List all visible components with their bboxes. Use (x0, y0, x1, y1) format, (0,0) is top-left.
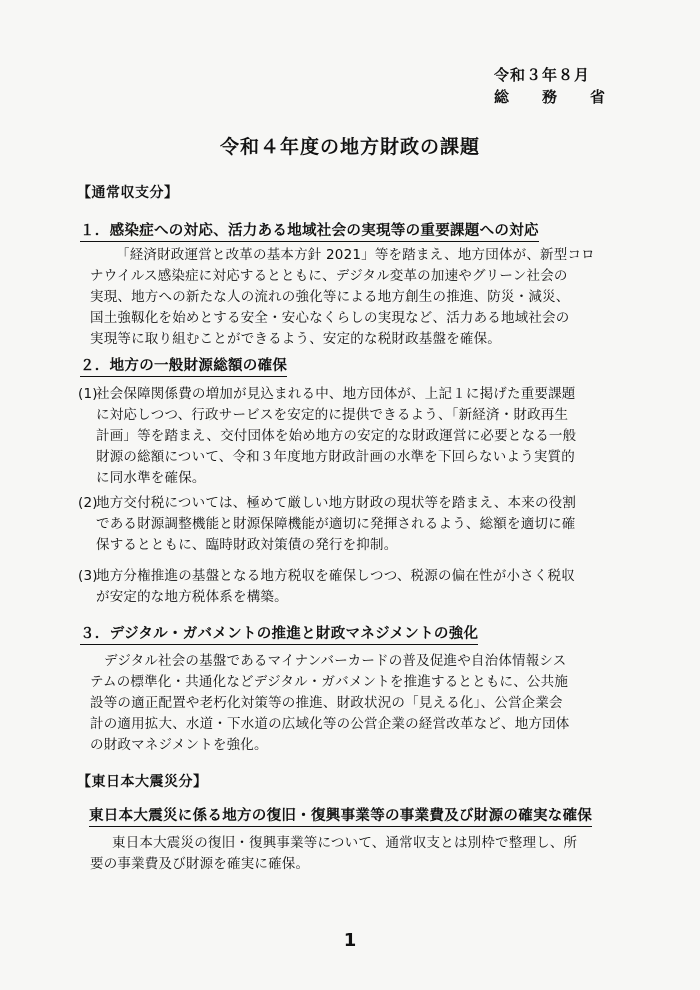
text-line: 東日本大震災の復旧・復興事業等について、通常収支とは別枠で整理し、所 (112, 835, 578, 851)
earthquake-paragraph (90, 833, 630, 875)
section-2-item-2 (78, 493, 633, 556)
page-number: 1 (343, 930, 357, 951)
text-line: が安定的な地方税体系を構築。 (96, 589, 288, 605)
text-line: である財源調整機能と財源保障機能が適切に発揮されるよう、総額を適切に確 (96, 516, 576, 532)
text-line: 国土強靱化を始めとする安全・安心なくらしの実現など、活力ある地域社会の (90, 310, 570, 326)
item-number: (1) (78, 386, 98, 402)
text-line: 「経済財政運営と改革の基本方針 2021」等を踏まえ、地方団体が、新型コロ (116, 247, 595, 263)
text-line: ナウイルス感染症に対応するとともに、デジタル変革の加速やグリーン社会の (90, 268, 568, 284)
text-line: 計画」等を踏まえ、交付団体を始め地方の安定的な財政運営に必要となる一般 (96, 428, 577, 444)
section-1-paragraph (90, 245, 630, 350)
text-line: 保するとともに、臨時財政対策債の発行を抑制。 (96, 537, 398, 553)
section-1-heading: １．感染症への対応、活力ある地域社会の実現等の重要課題への対応 (80, 219, 539, 242)
text-line: テムの標準化・共通化などデジタル・ガバメントを推進するとともに、公共施 (90, 674, 569, 690)
text-line: 地方分権推進の基盤となる地方税収を確保しつつ、税源の偏在性が小さく税収 (96, 568, 575, 584)
ordinary-balance-heading: 【通常収支分】 (77, 185, 179, 201)
text-line: に対応しつつ、行政サービスを安定的に提供できるよう、「新経済・財政再生 (96, 407, 569, 423)
section-3-heading: ３．デジタル・ガバメントの推進と財政マネジメントの強化 (80, 622, 478, 645)
text-line: 計の適用拡大、水道・下水道の広域化等の公営企業の経営改革など、地方団体 (90, 716, 570, 732)
page-title: 令和４年度の地方財政の課題 (219, 136, 480, 158)
section-2-heading: ２．地方の一般財源総額の確保 (80, 354, 287, 377)
text-line: 財源の総額について、令和３年度地方財政計画の水準を下回らないよう実質的 (96, 449, 575, 465)
text-line: に同水準を確保。 (96, 470, 206, 486)
header-block (494, 64, 614, 108)
text-line: 要の事業費及び財源を確実に確保。 (90, 856, 310, 872)
text-line: 実現、地方への新たな人の流れの強化等による地方創生の推進、防災・減災、 (90, 289, 570, 305)
item-number: (3) (78, 568, 98, 584)
text-line: 設等の適正配置や老朽化対策等の推進、財政状況の「見える化」、公営企業会 (90, 695, 563, 711)
issue-date: 令和３年８月 (493, 66, 590, 84)
section-2-item-1 (78, 384, 633, 489)
section-2-item-3 (78, 566, 633, 608)
text-line: デジタル社会の基盤であるマイナンバーカードの普及促進や自治体情報シス (104, 653, 567, 669)
text-line: 実現等に取り組むことができるよう、安定的な税財政基盤を確保。 (90, 331, 501, 347)
text-line: 社会保障関係費の増加が見込まれる中、地方団体が、上記１に掲げた重要課題 (96, 386, 576, 402)
text-line: 地方交付税については、極めて厳しい地方財政の現状等を踏まえ、本来の役割 (96, 495, 577, 511)
section-3-paragraph (90, 651, 630, 756)
earthquake-section-heading: 東日本大震災に係る地方の復旧・復興事業等の事業費及び財源の確実な確保 (89, 804, 592, 827)
earthquake-heading: 【東日本大震災分】 (77, 774, 208, 790)
issuing-ministry: 総 務 省 (493, 88, 614, 106)
item-number: (2) (78, 495, 98, 511)
text-line: の財政マネジメントを強化。 (90, 737, 268, 753)
